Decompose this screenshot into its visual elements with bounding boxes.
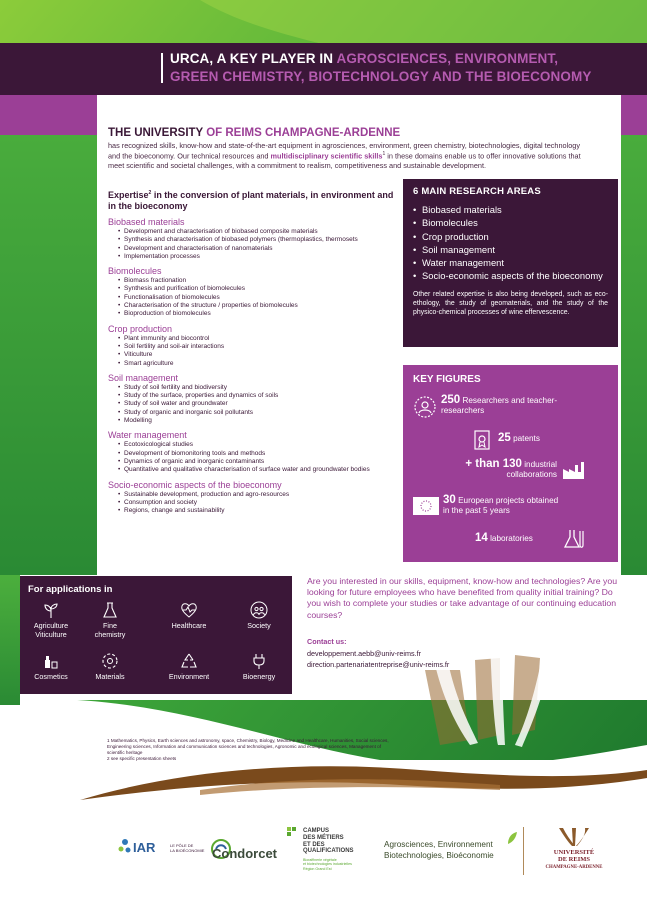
figure-european-projects: 30 European projects obtained in the past 5 years (443, 494, 559, 515)
research-areas-box (403, 179, 618, 347)
category-title: Socio-economic aspects of the bioeconomy (108, 479, 282, 490)
list-item: • Development of biomonitoring tools and methods (119, 450, 398, 458)
app-cosmetics: Cosmetics (18, 652, 84, 681)
category-list (108, 441, 398, 474)
list-item: • Characterisation of the structure / properties of biomolecules (119, 302, 398, 310)
list-item: • Biomolecules (413, 216, 608, 229)
list-item: • Modelling (119, 417, 398, 425)
people-icon (250, 601, 268, 619)
list-item: • Development and characterisation of nanomaterials (119, 245, 398, 253)
university-description: has recognized skills, know-how and state-of-the-art equipment in agrosciences, environment, green chemistry, biotechnologies, digital technology and the bioeconomy. Our technical resources and multidisciplinary scientific skills$^1$ in these domains enable us to offer innovative solutions that meet scientific and societal challenges, with a commitment to realism, competitiveness and sustainable development. (108, 141, 581, 171)
list-item: • Biobased materials (413, 203, 608, 216)
key-figures-box (403, 365, 618, 562)
header-title-line1: URCA, A KEY PLAYER IN AGROSCIENCES, ENVIRONMENT, (170, 51, 559, 66)
list-item: • Biomass fractionation (119, 277, 398, 285)
iar-logo-icon (118, 838, 132, 856)
plug-leaf-icon (250, 652, 268, 670)
researchers-icon (413, 395, 437, 419)
iar-logo-text: IAR (133, 840, 156, 855)
flask-icon (101, 601, 119, 619)
campus-logo-text: CAMPUS DES MÉTIERS ET DES QUALIFICATIONS (303, 828, 354, 855)
list-item: • Viticulture (119, 351, 398, 359)
email-link-1[interactable]: developpement.aebb@univ-reims.fr (307, 649, 421, 658)
factory-icon (561, 459, 587, 481)
category-title: Crop production (108, 323, 173, 334)
category-title: Water management (108, 430, 187, 441)
patent-icon (471, 429, 493, 451)
research-list (413, 203, 608, 283)
plant-icon (42, 601, 60, 619)
recycle-icon (180, 652, 198, 670)
campus-logo-subtitle: Bioraffinerie végétale et biotechnologies industrielles Région Grand Est (303, 858, 352, 871)
app-environment: Environment (156, 652, 222, 681)
app-fine-chemistry: Fine chemistry (77, 601, 143, 639)
category-list (108, 491, 398, 516)
figure-patents: 25 patents (498, 432, 540, 444)
list-item: • Synthesis and characterisation of biobased polymers (thermoplastics, thermosets (119, 236, 398, 244)
cosmetics-icon (42, 652, 60, 670)
footnotes (107, 738, 397, 762)
list-item: • Sustainable development, production and agro-resources (119, 491, 398, 499)
list-item: • Implementation processes (119, 253, 398, 261)
category-list (108, 335, 398, 368)
app-bioenergy: Bioenergy (226, 652, 292, 681)
list-item: • Study of organic and inorganic soil pollutants (119, 409, 398, 417)
header-banner (0, 43, 647, 95)
university-title: THE UNIVERSITY OF REIMS CHAMPAGNE-ARDENNE (108, 127, 401, 139)
app-society: Society (226, 601, 292, 630)
lab-flask-icon (561, 527, 585, 551)
list-item: • Ecotoxicological studies (119, 441, 398, 449)
urca-logo-text: UNIVERSITÉ DE REIMS CHAMPAGNE-ARDENNE (545, 849, 603, 870)
list-item: • Water management (413, 256, 608, 269)
list-item: • Crop production (413, 230, 608, 243)
list-item: • Smart agriculture (119, 360, 398, 368)
figure-researchers: 250 Researchers and teacher- researchers (441, 394, 558, 415)
iar-logo-subtitle: LE PÔLE DE LA BIOÉCONOMIE (170, 843, 205, 853)
applications-heading: For applications in (28, 584, 113, 595)
key-figures-heading: KEY FIGURES (413, 374, 481, 385)
app-agriculture: Agriculture Viticulture (18, 601, 84, 639)
figure-laboratories: 14 laboratories (475, 532, 533, 544)
list-item: • Study of the surface, properties and dynamics of soils (119, 392, 398, 400)
category-list (108, 277, 398, 318)
condorcet-logo-text: Condorcet (212, 846, 277, 861)
expertise-section (108, 188, 398, 515)
footnote-1: 1 Mathematics, Physics, Earth sciences and astronomy, space, Chemistry, Biology, Medicine and Healthcare, Humanities, Social sciences, Engineering sciences, Information and communication sciences and technologies, Agronomic and ecological sciences, Management of scientific heritage (107, 738, 389, 755)
footnote-2: 2 see specific presentation sheets (107, 756, 177, 761)
agro-logo-text: Agrosciences, Environnement Biotechnologies, Bioéconomie (384, 840, 494, 860)
list-item: • Soil fertility and soil-air interactions (119, 343, 398, 351)
list-item: • Consumption and society (119, 499, 398, 507)
email-link-2[interactable]: direction.partenariatentreprise@univ-reims.fr (307, 660, 450, 669)
heart-pulse-icon (180, 601, 198, 619)
figure-collaborations: + than 130 industrial collaborations (465, 458, 557, 479)
campus-logo-icon (287, 827, 297, 839)
list-item: • Dynamics of organic and inorganic contaminants (119, 458, 398, 466)
app-materials: Materials (77, 652, 143, 681)
list-item: • Development and characterisation of biobased composite materials (119, 228, 398, 236)
list-item: • Plant immunity and biocontrol (119, 335, 398, 343)
category-title: Biomolecules (108, 266, 162, 277)
category-list (108, 228, 398, 261)
list-item: • Bioproduction of biomolecules (119, 310, 398, 318)
research-other-text: Other related expertise is also being developed, such as eco-ethology, the study of geomaterials, and the study of the physico-chemical processes of wine effervescence. (413, 290, 608, 317)
contact-heading: Contact us: (307, 637, 347, 646)
list-item: • Regions, change and sustainability (119, 507, 398, 515)
category-title: Soil management (108, 372, 179, 383)
header-title-line2: GREEN CHEMISTRY, BIOTECHNOLOGY AND THE BIOECONOMY (170, 69, 592, 84)
contact-question: Are you interested in our skills, equipment, know-how and technologies? Are you looking for future employees who have benefited from quality initial training? Do you wish to complete your studies or take advantage of our continuing education courses? (307, 576, 618, 620)
urca-logo-icon (556, 826, 592, 848)
materials-icon (101, 652, 119, 670)
category-title: Biobased materials (108, 217, 185, 227)
list-item: • Study of soil water and groundwater (119, 400, 398, 408)
eu-flag-icon (413, 497, 439, 515)
header-divider (161, 53, 163, 83)
logo-divider (523, 827, 524, 875)
list-item: • Soil management (413, 243, 608, 256)
list-item: • Functionalisation of biomolecules (119, 294, 398, 302)
list-item: • Synthesis and purification of biomolecules (119, 285, 398, 293)
category-list (108, 384, 398, 425)
research-heading: 6 MAIN RESEARCH AREAS (413, 186, 541, 197)
applications-box (20, 576, 292, 694)
list-item: • Socio-economic aspects of the bioeconomy (413, 269, 608, 282)
expertise-heading: Expertise$^2$ in the conversion of plant materials, in environment and in the bioeconomy (108, 190, 394, 211)
list-item: • Quantitative and qualitative characterisation of surface water and groundwater bodies (119, 466, 398, 474)
leaf-icon (506, 831, 518, 845)
app-healthcare: Healthcare (156, 601, 222, 630)
list-item: • Study of soil fertility and biodiversity (119, 384, 398, 392)
